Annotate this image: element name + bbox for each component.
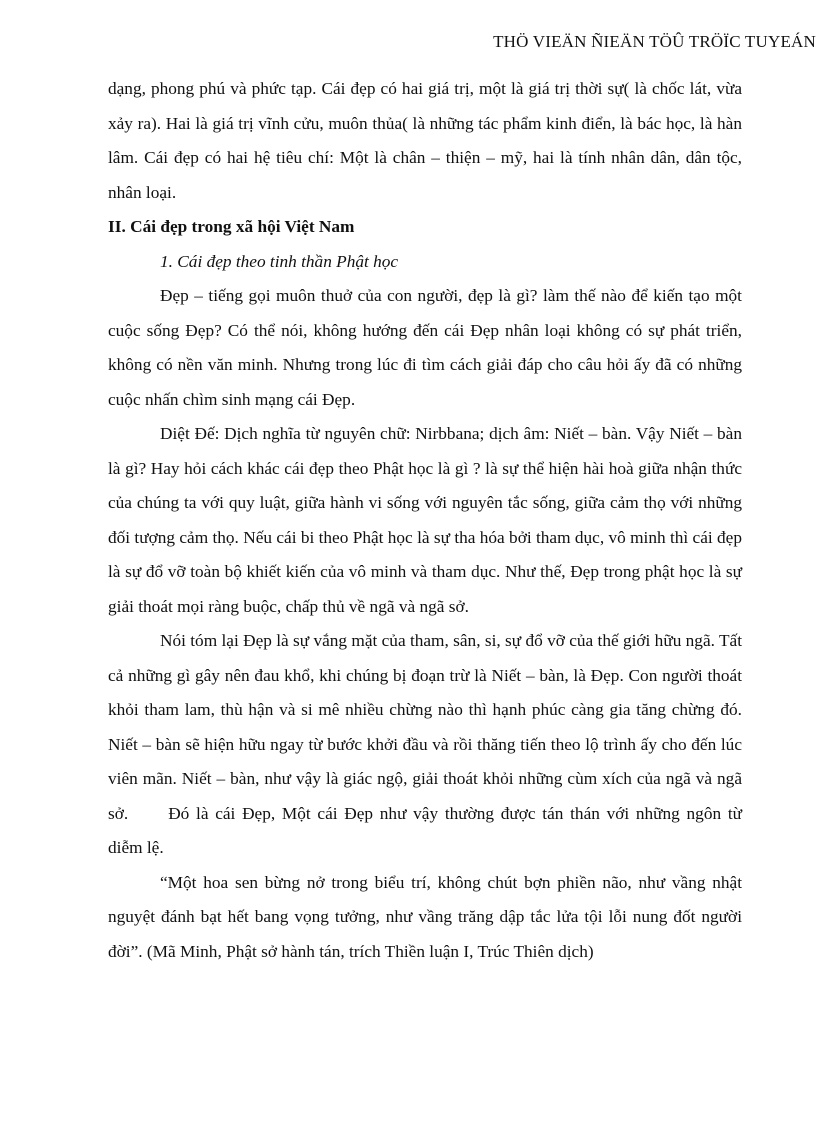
paragraph-2: Đẹp – tiếng gọi muôn thuở của con người, đẹp là gì? làm thế nào để kiến tạo một cuộc sống Đẹp? Có thể nói, không hướng đến cái Đẹp nhân loại không có sự phát triển, không có nền văn minh. Nhưng trong lúc đi tìm cách giải đáp cho câu hỏi ấy đã có những cuộc nhấn chìm sinh mạng cái Đẹp. <box>108 286 742 409</box>
paragraph-1: dạng, phong phú và phức tạp. Cái đẹp có hai giá trị, một là giá trị thời sự( là chốc lát, vừa xảy ra). Hai là giá trị vĩnh cửu, muôn thủa( là những tác phẩm kinh điển, là bác học, là hàn lâm. Cái đẹp có hai hệ tiêu chí: Một là chân – thiện – mỹ, hai là tính nhân dân, dân tộc, nhân loại. <box>108 79 742 202</box>
paragraph-3: Diệt Đế: Dịch nghĩa từ nguyên chữ: Nirbbana; dịch âm: Niết – bàn. Vậy Niết – bàn là gì? Hay hỏi cách khác cái đẹp theo Phật học là gì ? là sự thể hiện hài hoà giữa nhận thức của chúng ta với quy luật, giữa hành vi sống với nguyên tắc sống, giữa cảm thọ với những đối tượng cảm thọ. Nếu cái bi theo Phật học là sự tha hóa bởi tham dục, vô minh thì cái đẹp là sự đổ vỡ toàn bộ khiết kiến của vô minh và tham dục. Như thế, Đẹp trong phật học là sự giải thoát mọi ràng buộc, chấp thủ về ngã và ngã sở. <box>108 424 742 616</box>
subsection-heading: 1. Cái đẹp theo tinh thần Phật học <box>160 251 399 271</box>
section-heading: II. Cái đẹp trong xã hội Việt Nam <box>108 217 355 236</box>
quote-paragraph: “Một hoa sen bừng nở trong biểu trí, không chút bợn phiền não, như vầng nhật nguyệt đánh bạt hết bang vọng tưởng, như vầng trăng dập tắc lửa tội lỗi nung đốt người đời”. (Mã Minh, Phật sở hành tán, trích Thiền luận I, Trúc Thiên dịch) <box>108 872 742 961</box>
paragraph-4-part-b: Đó là cái Đẹp, Một cái Đẹp như vậy thường được tán thán với những ngôn từ diễm lệ. <box>108 803 742 857</box>
page-header: THÖ VIEÄN ÑIEÄN TÖÛ TRÖÏC TUYEÁN <box>493 32 816 51</box>
document-body <box>108 72 742 969</box>
paragraph-4 <box>108 624 742 866</box>
paragraph-4-part-a: Nói tóm lại Đẹp là sự vắng mặt của tham, sân, si, sự đổ vỡ của thế giới hữu ngã. Tất cả những gì gây nên đau khổ, khi chúng bị đoạn trừ là Niết – bàn, là Đẹp. Con người thoát khỏi tham lam, thù hận và si mê nhiều chừng nào thì hạnh phúc càng gia tăng chừng đó. Niết – bàn sẽ hiện hữu ngay từ bước khởi đầu và rồi thăng tiến theo lộ trình ấy cho đến lúc viên mãn. Niết – bàn, như vậy là giác ngộ, giải thoát khỏi những cùm xích của ngã và ngã sở. <box>108 631 742 823</box>
